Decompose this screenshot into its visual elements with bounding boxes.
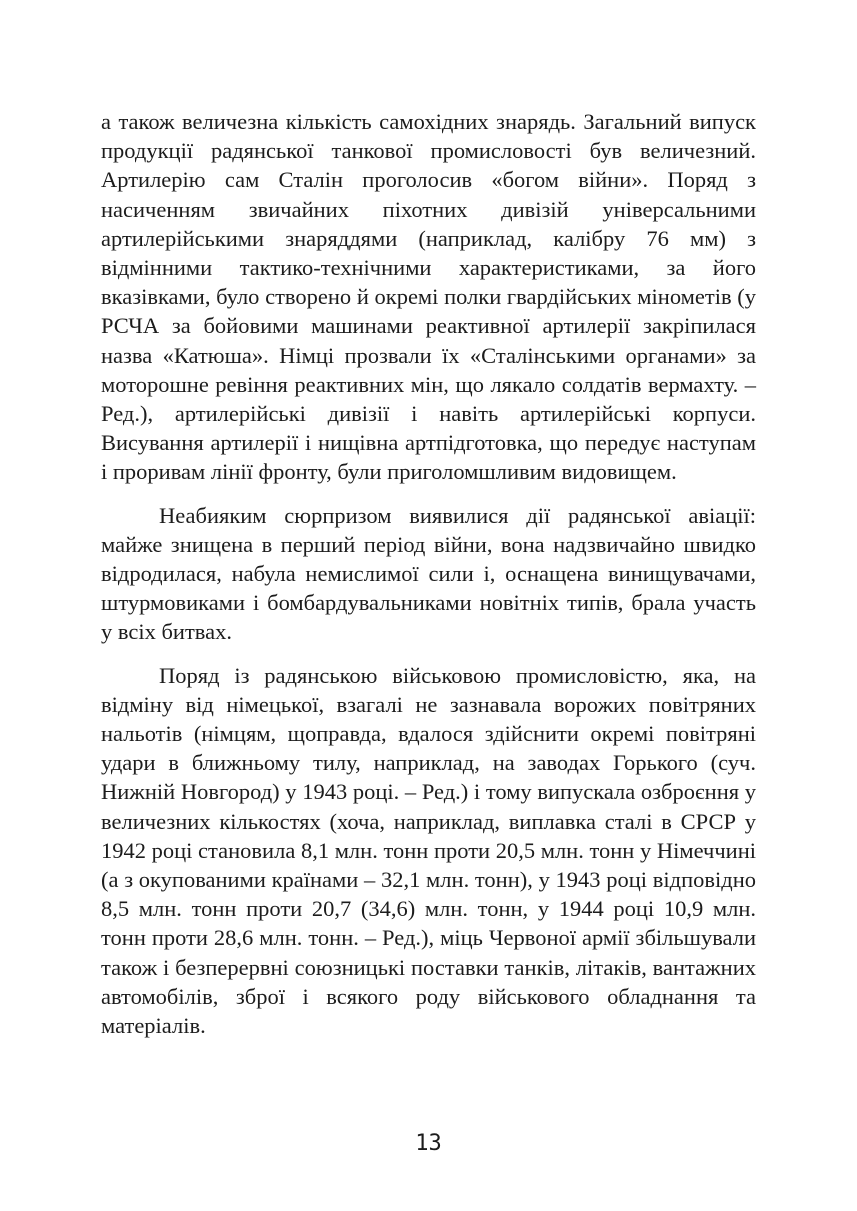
page-number: 13 bbox=[415, 1131, 442, 1156]
page-body bbox=[101, 107, 756, 1054]
paragraph-aviation: Неабияким сюрпризом виявилися дії радянської авіації: майже знищена в перший період війни, вона надзвичайно швидко відродилася, набула немислимої сили і, оснащена винищувачами, штурмовиками і бомбардувальниками новітніх типів, брала участь у всіх битвах. bbox=[101, 502, 756, 645]
paragraph-industry: Поряд із радянською військовою промисловістю, яка, на відміну від німецької, взагалі не зазнавала ворожих повітряних нальотів (німцям, щоправда, вдалося здійснити окремі повітряні удари в ближньому тилу, наприклад, на заводах Горького (суч. Нижній Новгород) у 1943 році. – Ред.) і тому випускала озброєння у величезних кількостях (хоча, наприклад, виплавка сталі в СРСР у 1942 році становила 8,1 млн. тонн проти 20,5 млн. тонн у Німеччині (а з окупованими країнами – 32,1 млн. тонн), у 1943 році відповідно 8,5 млн. тонн проти 20,7 (34,6) млн. тонн, у 1944 році 10,9 млн. тонн проти 28,6 млн. тонн. – Ред.), міць Червоної армії збільшували також і безперервні союзницькі поставки танків, літаків, вантажних автомобілів, зброї і всякого роду військового обладнання та матеріалів. bbox=[101, 662, 756, 1039]
paragraph-continuation: а також величезна кількість самохідних знарядь. Загальний випуск продукції радянської танкової промисловості був величезний. Артилерію сам Сталін проголосив «богом війни». Поряд з насиченням звичайних піхотних дивізій універсальними артилерійськими знаряддями (наприклад, калібру 76 мм) з відмінними тактико-технічними характеристиками, за його вказівками, було створено й окремі полки гвардійських мінометів (у РСЧА за бойовими машинами реактивної артилерії закріпилася назва «Катюша». Німці прозвали їх «Сталінськими органами» за моторошне ревіння реактивних мін, що лякало солдатів вермахту. – Ред.), артилерійські дивізії і навіть артилерійські корпуси. Висування артилерії і нищівна артпідготовка, що передує наступам і проривам лінії фронту, були приголомшливим видовищем. bbox=[101, 109, 756, 485]
